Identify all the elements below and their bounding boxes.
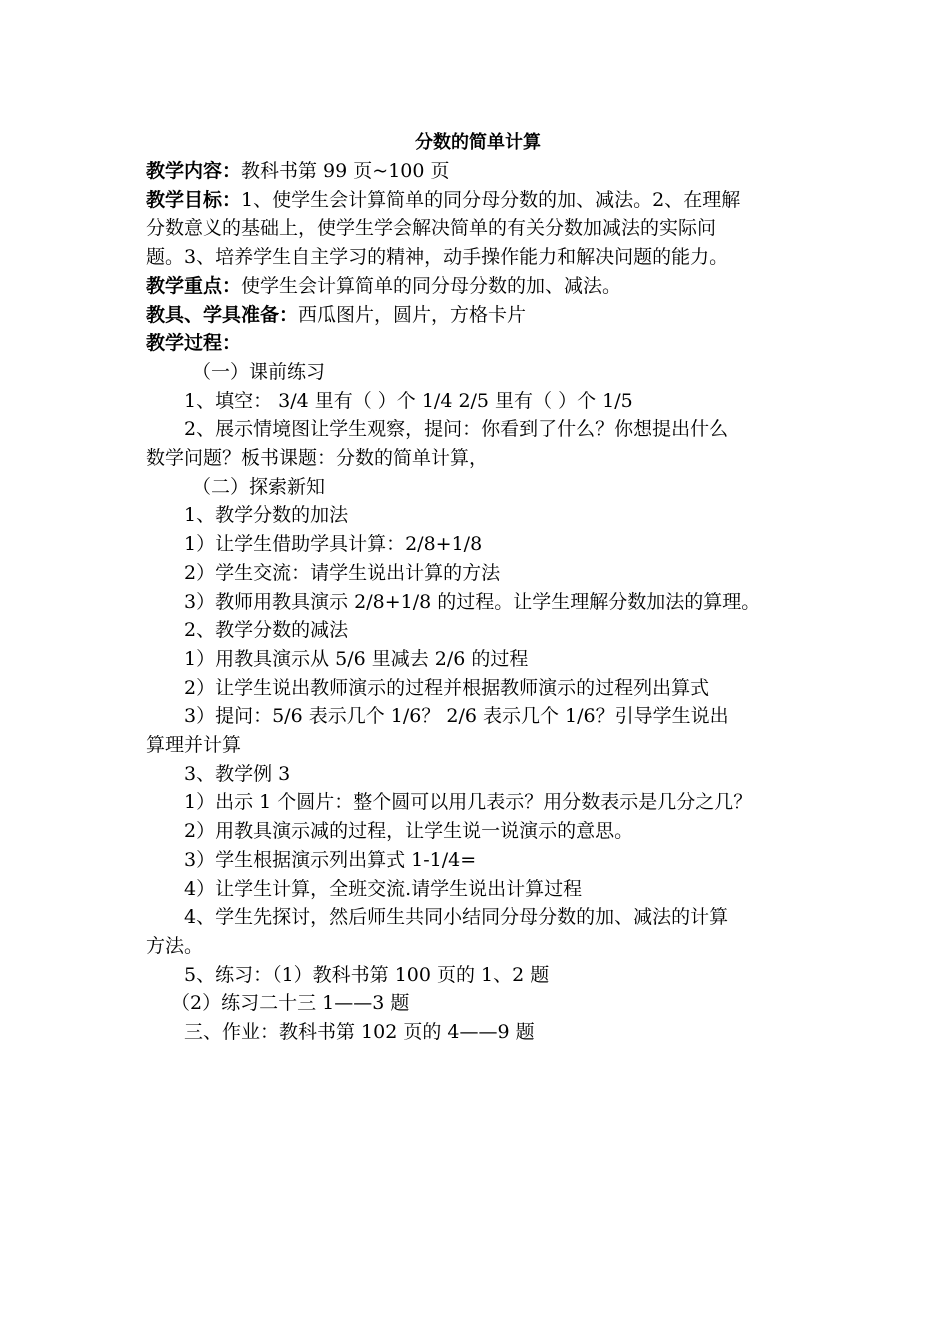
process-line-20: 4、学生先探讨，然后师生共同小结同分母分数的加、减法的计算 <box>184 906 729 929</box>
materials-label: 教具、学具准备： <box>146 303 299 326</box>
process-line-13: 3）提问：5/6 表示几个 1/6？ 2/6 表示几个 1/6？引导学生说出 <box>184 705 729 728</box>
teaching-goals-line-3: 题。3、培养学生自主学习的精神，动手操作能力和解决问题的能力。 <box>146 246 729 269</box>
document-page <box>146 129 810 1047</box>
process-line-18: 3）学生根据演示列出算式 1-1/4= <box>184 848 477 871</box>
process-line-22: 5、练习：（1）教科书第 100 页的 1、2 题 <box>184 963 550 986</box>
materials-text: 西瓜图片，圆片，方格卡片 <box>298 303 527 326</box>
process-line-8: 2）学生交流：请学生说出计算的方法 <box>184 561 501 584</box>
materials-line <box>146 301 810 330</box>
teaching-goals-label: 教学目标： <box>146 188 242 211</box>
process-line-6: 1、教学分数的加法 <box>184 504 349 527</box>
teaching-goals-line-1 <box>146 186 810 215</box>
document-title: 分数的简单计算 <box>415 132 541 153</box>
teaching-goals-line-2: 分数意义的基础上，使学生学会解决简单的有关分数加减法的实际问 <box>146 217 717 240</box>
process-line-14: 算理并计算 <box>146 734 242 757</box>
process-line-1: （一）课前练习 <box>192 360 326 383</box>
process-line-12: 2）让学生说出教师演示的过程并根据教师演示的过程列出算式 <box>184 676 710 699</box>
key-point-text: 使学生会计算简单的同分母分数的加、减法。 <box>241 274 622 297</box>
process-line-7: 1）让学生借助学具计算：2/8+1/8 <box>184 533 483 556</box>
process-line-21: 方法。 <box>146 934 204 957</box>
process-line-2: 1、填空： 3/4 里有（ ）个 1/4 2/5 里有（ ）个 1/5 <box>184 389 633 412</box>
process-heading <box>146 329 810 358</box>
teaching-goals-text-1: 1、使学生会计算简单的同分母分数的加、减法。2、在理解 <box>241 188 741 211</box>
teaching-content-text: 教科书第 99 页~100 页 <box>241 160 450 182</box>
process-line-16: 1）出示 1 个圆片：整个圆可以用几表示？用分数表示是几分之几？ <box>184 791 753 814</box>
process-line-9: 3）教师用教具演示 2/8+1/8 的过程。让学生理解分数加法的算理。 <box>184 590 761 613</box>
process-line-5: （二）探索新知 <box>192 475 326 498</box>
process-line-4: 数学问题？板书课题：分数的简单计算， <box>146 447 489 470</box>
process-line-15: 3、教学例 3 <box>184 762 291 785</box>
process-line-10: 2、教学分数的减法 <box>184 619 349 642</box>
process-line-19: 4）让学生计算，全班交流.请学生说出计算过程 <box>184 877 583 900</box>
process-line-3: 2、展示情境图让学生观察，提问：你看到了什么？你想提出什么 <box>184 418 729 441</box>
teaching-content-label: 教学内容： <box>146 160 242 182</box>
process-line-11: 1）用教具演示从 5/6 里减去 2/6 的过程 <box>184 647 529 670</box>
key-point-line <box>146 272 810 301</box>
process-label: 教学过程： <box>146 332 242 355</box>
key-point-label: 教学重点： <box>146 274 242 297</box>
process-line-17: 2）用教具演示减的过程，让学生说一说演示的意思。 <box>184 820 634 843</box>
teaching-content-line <box>146 157 810 186</box>
process-line-23: （2）练习二十三 1——3 题 <box>171 992 410 1015</box>
process-line-24: 三、作业：教科书第 102 页的 4——9 题 <box>184 1021 535 1044</box>
